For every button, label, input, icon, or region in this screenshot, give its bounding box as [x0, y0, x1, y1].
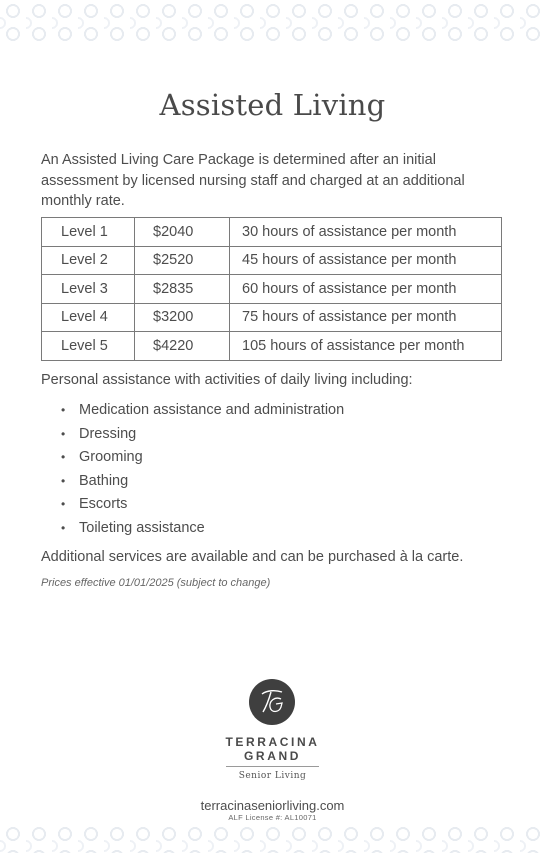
level-cell: Level 5 [42, 332, 135, 361]
level-cell: Level 4 [42, 303, 135, 332]
list-item-label: Dressing [79, 425, 137, 442]
services-list [41, 399, 511, 541]
description-cell: 60 hours of assistance per month [230, 275, 502, 304]
list-item-label: Grooming [79, 449, 143, 466]
list-item-label: Medication assistance and administration [79, 402, 345, 418]
brand-divider [226, 766, 319, 767]
table-row [42, 218, 502, 247]
brand-subtitle: Senior Living [238, 771, 307, 781]
list-item-label: Toileting assistance [79, 519, 205, 536]
list-item [41, 517, 511, 541]
description-cell: 75 hours of assistance per month [230, 303, 502, 332]
table-row [42, 332, 502, 361]
brand-name-line2: GRAND [244, 749, 301, 763]
list-item [41, 446, 511, 470]
additional-services-note: Additional services are available and can be purchased à la carte. [41, 549, 464, 565]
bullet-icon: • [61, 450, 66, 465]
table-row [42, 246, 502, 275]
description-cell: 105 hours of assistance per month [230, 332, 502, 361]
list-item [41, 493, 511, 517]
list-item [41, 423, 511, 447]
level-cell: Level 1 [42, 218, 135, 247]
table-row [42, 303, 502, 332]
brand-name-line1: TERRACINA [225, 735, 320, 749]
services-intro: Personal assistance with activities of daily living including: [41, 372, 413, 388]
decorative-pattern-bottom [0, 823, 545, 853]
bullet-icon: • [61, 403, 66, 417]
table-row [42, 275, 502, 304]
list-item-label: Escorts [79, 496, 128, 513]
bullet-icon: • [61, 520, 66, 535]
description-cell: 45 hours of assistance per month [230, 246, 502, 275]
bullet-icon: • [61, 473, 66, 488]
list-item [41, 470, 511, 494]
list-item [41, 399, 511, 423]
website-url: terracinaseniorliving.com [200, 798, 345, 813]
tg-monogram-icon [249, 679, 295, 725]
care-levels-table [41, 217, 502, 361]
prices-effective-note: Prices effective 01/01/2025 (subject to change) [41, 577, 271, 589]
price-cell: $2835 [135, 275, 230, 304]
intro-paragraph: An Assisted Living Care Package is determined after an initial assessment by licensed nursing staff and charged at an additional monthly rate. [41, 152, 465, 209]
price-cell: $4220 [135, 332, 230, 361]
level-cell: Level 3 [42, 275, 135, 304]
bullet-icon: • [61, 497, 66, 512]
license-number: ALF License #: AL10071 [228, 813, 317, 822]
level-cell: Level 2 [42, 246, 135, 275]
decorative-pattern-top [0, 0, 545, 46]
description-cell: 30 hours of assistance per month [230, 218, 502, 247]
page-title: Assisted Living [159, 88, 386, 122]
price-cell: $3200 [135, 303, 230, 332]
bullet-icon: • [61, 426, 66, 441]
list-item-label: Bathing [79, 472, 129, 489]
price-cell: $2520 [135, 246, 230, 275]
price-cell: $2040 [135, 218, 230, 247]
